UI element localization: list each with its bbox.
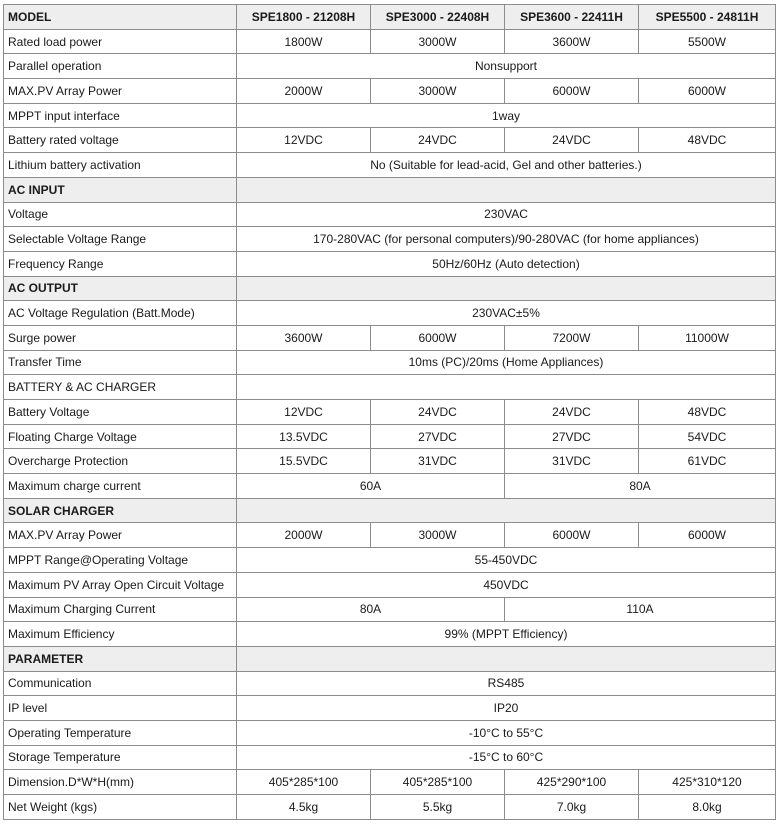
- row-value: 31VDC: [371, 449, 505, 474]
- row-label: Battery rated voltage: [4, 128, 237, 153]
- row-value: 13.5VDC: [237, 424, 371, 449]
- row-label: Surge power: [4, 325, 237, 350]
- table-row: [4, 696, 776, 721]
- row-value: 110A: [505, 597, 776, 622]
- row-value: 7200W: [505, 325, 639, 350]
- row-value: No (Suitable for lead-acid, Gel and other batteries.): [237, 153, 776, 178]
- row-value: -15°C to 60°C: [237, 745, 776, 770]
- table-row: [4, 202, 776, 227]
- section-row: [4, 276, 776, 301]
- section-row: [4, 646, 776, 671]
- row-value: 2000W: [237, 523, 371, 548]
- row-label: AC Voltage Regulation (Batt.Mode): [4, 301, 237, 326]
- row-value: 405*285*100: [237, 770, 371, 795]
- row-value: 55-450VDC: [237, 548, 776, 573]
- table-row: [4, 449, 776, 474]
- row-value: 24VDC: [505, 400, 639, 425]
- row-value: 11000W: [639, 325, 776, 350]
- table-row: [4, 622, 776, 647]
- row-label: MPPT input interface: [4, 103, 237, 128]
- row-value: 10ms (PC)/20ms (Home Appliances): [237, 350, 776, 375]
- row-value: 6000W: [505, 523, 639, 548]
- row-value: 27VDC: [505, 424, 639, 449]
- header-model-label: MODEL: [4, 5, 237, 30]
- table-row: [4, 54, 776, 79]
- row-value: 3000W: [371, 79, 505, 104]
- row-label: Net Weight (kgs): [4, 795, 237, 820]
- header-model-1: SPE1800 - 21208H: [237, 5, 371, 30]
- table-row: [4, 770, 776, 795]
- row-label: Floating Charge Voltage: [4, 424, 237, 449]
- row-value: 15.5VDC: [237, 449, 371, 474]
- table-row: [4, 745, 776, 770]
- row-label: Maximum PV Array Open Circuit Voltage: [4, 572, 237, 597]
- row-label: MPPT Range@Operating Voltage: [4, 548, 237, 573]
- section-filler: [237, 177, 776, 202]
- section-title: AC OUTPUT: [4, 276, 237, 301]
- row-value: 425*290*100: [505, 770, 639, 795]
- section-title: AC INPUT: [4, 177, 237, 202]
- table-row: [4, 572, 776, 597]
- row-label: Operating Temperature: [4, 720, 237, 745]
- row-value: 1800W: [237, 29, 371, 54]
- row-value: 425*310*120: [639, 770, 776, 795]
- row-label: Frequency Range: [4, 251, 237, 276]
- row-label: Overcharge Protection: [4, 449, 237, 474]
- row-value: 12VDC: [237, 128, 371, 153]
- row-value: 2000W: [237, 79, 371, 104]
- row-value: 48VDC: [639, 400, 776, 425]
- row-value: 27VDC: [371, 424, 505, 449]
- row-value: 405*285*100: [371, 770, 505, 795]
- header-model-4: SPE5500 - 24811H: [639, 5, 776, 30]
- row-label: MAX.PV Array Power: [4, 79, 237, 104]
- table-header-row: [4, 5, 776, 30]
- row-value: 80A: [505, 474, 776, 499]
- table-row: [4, 251, 776, 276]
- row-value: 6000W: [371, 325, 505, 350]
- section-title: BATTERY & AC CHARGER: [4, 375, 237, 400]
- row-label: Communication: [4, 671, 237, 696]
- row-value: IP20: [237, 696, 776, 721]
- row-value: -10°C to 55°C: [237, 720, 776, 745]
- table-row: [4, 227, 776, 252]
- row-value: 230VAC±5%: [237, 301, 776, 326]
- row-value: 3600W: [237, 325, 371, 350]
- row-value: 3000W: [371, 29, 505, 54]
- spec-table: [3, 4, 776, 820]
- table-row: [4, 350, 776, 375]
- section-row: [4, 498, 776, 523]
- row-label: Maximum Efficiency: [4, 622, 237, 647]
- table-body: [4, 29, 776, 819]
- table-row: [4, 671, 776, 696]
- table-row: [4, 103, 776, 128]
- row-value: 6000W: [639, 523, 776, 548]
- row-value: 80A: [237, 597, 505, 622]
- row-value: 1way: [237, 103, 776, 128]
- table-row: [4, 523, 776, 548]
- section-title: PARAMETER: [4, 646, 237, 671]
- table-row: [4, 474, 776, 499]
- row-label: Parallel operation: [4, 54, 237, 79]
- row-value: 31VDC: [505, 449, 639, 474]
- table-row: [4, 424, 776, 449]
- row-label: Voltage: [4, 202, 237, 227]
- table-row: [4, 795, 776, 820]
- section-filler: [237, 646, 776, 671]
- spec-table-container: [3, 4, 776, 820]
- row-value: 170-280VAC (for personal computers)/90-280VAC (for home appliances): [237, 227, 776, 252]
- row-value: 450VDC: [237, 572, 776, 597]
- table-row: [4, 548, 776, 573]
- section-filler: [237, 498, 776, 523]
- row-value: RS485: [237, 671, 776, 696]
- row-label: Lithium battery activation: [4, 153, 237, 178]
- row-value: 4.5kg: [237, 795, 371, 820]
- row-value: 54VDC: [639, 424, 776, 449]
- row-value: 6000W: [639, 79, 776, 104]
- row-value: 50Hz/60Hz (Auto detection): [237, 251, 776, 276]
- row-label: Transfer Time: [4, 350, 237, 375]
- table-row: [4, 128, 776, 153]
- row-value: 99% (MPPT Efficiency): [237, 622, 776, 647]
- row-value: 5.5kg: [371, 795, 505, 820]
- table-row: [4, 720, 776, 745]
- table-row: [4, 325, 776, 350]
- row-value: 61VDC: [639, 449, 776, 474]
- table-row: [4, 400, 776, 425]
- row-value: 24VDC: [371, 400, 505, 425]
- row-label: MAX.PV Array Power: [4, 523, 237, 548]
- row-value: 6000W: [505, 79, 639, 104]
- row-value: 3600W: [505, 29, 639, 54]
- row-value: 24VDC: [371, 128, 505, 153]
- row-label: Rated load power: [4, 29, 237, 54]
- section-filler: [237, 276, 776, 301]
- row-label: Maximum charge current: [4, 474, 237, 499]
- row-value: 5500W: [639, 29, 776, 54]
- row-label: Storage Temperature: [4, 745, 237, 770]
- row-value: 48VDC: [639, 128, 776, 153]
- row-label: Dimension.D*W*H(mm): [4, 770, 237, 795]
- table-row: [4, 153, 776, 178]
- header-model-3: SPE3600 - 22411H: [505, 5, 639, 30]
- row-value: 12VDC: [237, 400, 371, 425]
- section-title: SOLAR CHARGER: [4, 498, 237, 523]
- section-row: [4, 177, 776, 202]
- row-value: 3000W: [371, 523, 505, 548]
- row-label: IP level: [4, 696, 237, 721]
- header-model-2: SPE3000 - 22408H: [371, 5, 505, 30]
- section-row: [4, 375, 776, 400]
- row-value: 230VAC: [237, 202, 776, 227]
- table-row: [4, 597, 776, 622]
- row-value: Nonsupport: [237, 54, 776, 79]
- table-row: [4, 79, 776, 104]
- row-label: Selectable Voltage Range: [4, 227, 237, 252]
- row-value: 8.0kg: [639, 795, 776, 820]
- table-row: [4, 301, 776, 326]
- row-label: Maximum Charging Current: [4, 597, 237, 622]
- row-value: 7.0kg: [505, 795, 639, 820]
- row-label: Battery Voltage: [4, 400, 237, 425]
- row-value: 24VDC: [505, 128, 639, 153]
- table-row: [4, 29, 776, 54]
- section-filler: [237, 375, 776, 400]
- row-value: 60A: [237, 474, 505, 499]
